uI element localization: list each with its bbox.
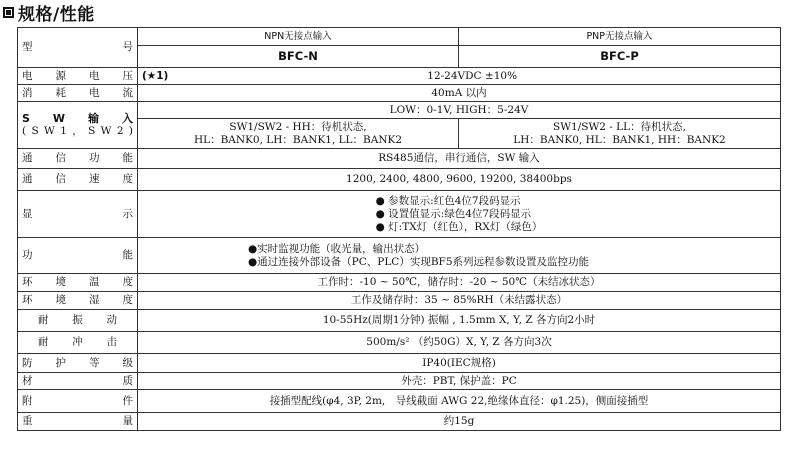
pnp-sw-cell — [459, 119, 781, 149]
label-char: ) — [128, 125, 133, 137]
row-label-ambient-temp — [18, 274, 138, 292]
row-label-power — [18, 68, 138, 85]
label-char: 境 — [55, 276, 66, 288]
label-char: W — [52, 112, 66, 125]
label-spread — [22, 125, 133, 138]
label-char: 温 — [89, 276, 100, 288]
table-row — [18, 373, 781, 390]
label-char: 电 — [89, 69, 100, 82]
label-char: 环 — [22, 294, 33, 306]
label-char: 等 — [89, 356, 100, 369]
row-label-shock — [18, 332, 138, 354]
label-char: 功 — [22, 249, 33, 261]
label-spread — [22, 208, 133, 221]
label-char: 材 — [22, 374, 33, 387]
label-char: 湿 — [89, 294, 100, 306]
npn-model: BFC-N — [138, 46, 459, 68]
power-value-cell — [138, 68, 781, 85]
accessory-value: 接插型配线(φ4, 3P, 2m, 导线截面 AWG 22,绝缘体直径：φ1.25)，侧面接插型 — [138, 390, 781, 413]
row-label-material — [18, 373, 138, 390]
label-spread — [22, 294, 133, 307]
function-item: ●实时监视功能（收光量，输出状态） — [248, 242, 426, 255]
label-char: 量 — [122, 415, 133, 427]
label-spread — [22, 357, 133, 370]
label-spread — [22, 336, 133, 349]
table-row — [18, 292, 781, 310]
label-char: 件 — [122, 394, 133, 407]
label-spread — [22, 314, 133, 327]
vibration-value: 10-55Hz(周期1分钟) 振幅 , 1.5mm X, Y, Z 各方向2小时 — [138, 310, 781, 332]
label-char: 型 — [22, 41, 33, 53]
label-char: 环 — [22, 276, 33, 288]
material-value: 外壳：PBT, 保护盖：PC — [138, 373, 781, 390]
label-spread — [22, 395, 133, 408]
label-char: 输 — [88, 112, 100, 125]
label-char: 耐 — [38, 336, 49, 348]
row-label-display — [18, 191, 138, 238]
label-char: S — [22, 112, 30, 125]
label-char: 境 — [55, 294, 66, 306]
label-spread — [22, 375, 133, 388]
current-value: 40mA 以内 — [138, 85, 781, 102]
table-row — [18, 274, 781, 292]
label-char: 耐 — [38, 314, 49, 326]
label-spread — [22, 41, 133, 54]
label-char: 耗 — [55, 86, 66, 99]
row-label-current — [18, 85, 138, 102]
pnp-type-header: PNP无接点输入 — [459, 28, 781, 46]
label-char: 入 — [121, 112, 133, 125]
npn-sw-line1: SW1/SW2 - HH：待机状态, — [229, 120, 367, 133]
row-label-function — [18, 238, 138, 274]
row-label-model — [18, 28, 138, 68]
label-char: 电 — [22, 69, 33, 82]
table-row — [18, 238, 781, 274]
label-char: 附 — [22, 394, 33, 407]
power-value: 12-24VDC ±10% — [427, 69, 518, 82]
table-row — [18, 390, 781, 413]
label-char: 护 — [55, 356, 66, 369]
label-char: W — [44, 125, 55, 137]
label-char: ( — [22, 125, 27, 137]
display-item: ● 参数显示:红色4位7段码显示 — [375, 194, 521, 207]
label-char: W — [100, 125, 112, 137]
label-char: 重 — [22, 415, 33, 427]
table-row — [18, 169, 781, 191]
label-char: 振 — [72, 314, 83, 326]
table-row — [18, 413, 781, 431]
label-spread — [22, 276, 133, 289]
row-label-accessory — [18, 390, 138, 413]
label-char: 2 — [116, 125, 124, 137]
table-row — [18, 354, 781, 373]
table-row — [18, 191, 781, 238]
label-char: 质 — [122, 374, 133, 387]
label-spread — [22, 87, 133, 100]
ambient-temp-value: 工作时：-10 ~ 50℃，储存时：-20 ~ 50℃（未结冰状态） — [138, 274, 781, 292]
npn-sw-line2: HL：BANK0, LH：BANK1, LL：BANK2 — [193, 133, 403, 146]
spec-table — [17, 27, 781, 431]
label-spread — [22, 112, 133, 125]
table-row — [18, 332, 781, 354]
table-row — [18, 68, 781, 85]
table-row — [18, 85, 781, 102]
label-char: 击 — [106, 336, 117, 348]
section-title-text: 规格/性能 — [18, 4, 95, 25]
label-char: 显 — [22, 207, 33, 220]
row-label-comm-func — [18, 149, 138, 169]
display-item: ● 设置值显示:绿色4位7段码显示 — [375, 207, 532, 220]
ambient-humid-value: 工作及储存时：35 ~ 85%RH（未结露状态） — [138, 292, 781, 310]
row-label-sw-input — [18, 102, 138, 149]
pnp-sw-line1: SW1/SW2 - LL：待机状态, — [553, 120, 686, 133]
label-char: 通 — [22, 152, 33, 164]
note-marker: (★1) — [142, 69, 169, 82]
label-char: 流 — [122, 86, 133, 99]
row-label-protection — [18, 354, 138, 373]
label-char: 能 — [122, 249, 133, 261]
sw-level-value: LOW：0-1V, HIGH：5-24V — [138, 102, 781, 119]
npn-type-header: NPN无接点输入 — [138, 28, 459, 46]
label-char: 信 — [55, 152, 66, 164]
label-char: 源 — [55, 69, 66, 82]
label-spread — [22, 152, 133, 165]
npn-sw-cell — [138, 119, 459, 149]
label-char: 1 — [60, 125, 67, 137]
label-char: S — [31, 125, 39, 137]
row-label-vibration — [18, 310, 138, 332]
label-char: 压 — [122, 69, 133, 82]
pnp-model: BFC-P — [459, 46, 781, 68]
display-item: ● 灯:TX灯（红色），RX灯（绿色） — [375, 220, 543, 233]
label-char: 信 — [55, 173, 66, 185]
table-row — [18, 310, 781, 332]
label-char: 示 — [122, 207, 133, 220]
label-char: 冲 — [72, 336, 83, 348]
label-char: 度 — [122, 276, 133, 288]
shock-value: 500m/s² （约50G）X, Y, Z 各方向3次 — [138, 332, 781, 354]
row-label-ambient-humid — [18, 292, 138, 310]
protection-value: IP40(IEC规格) — [138, 354, 781, 373]
label-char: 动 — [106, 314, 117, 326]
weight-value: 约15g — [138, 413, 781, 431]
label-spread — [22, 415, 133, 428]
label-char: 能 — [122, 152, 133, 164]
label-char: 号 — [122, 41, 133, 53]
label-char: 级 — [122, 356, 133, 369]
comm-func-value: RS485通信，串行通信，SW 输入 — [138, 149, 781, 169]
row-label-comm-speed — [18, 169, 138, 191]
label-char: ， — [72, 125, 83, 137]
label-char: 防 — [22, 356, 33, 369]
label-char: 消 — [22, 86, 33, 99]
table-row — [18, 102, 781, 119]
square-bullet-icon — [3, 7, 14, 18]
table-row — [18, 149, 781, 169]
label-spread — [22, 70, 133, 83]
label-char: 通 — [22, 173, 33, 185]
label-char: 速 — [89, 173, 100, 185]
label-spread — [22, 173, 133, 186]
label-spread — [22, 249, 133, 262]
label-char: 电 — [89, 86, 100, 99]
label-char: 度 — [122, 173, 133, 185]
label-char: 功 — [89, 152, 100, 164]
comm-speed-value: 1200, 2400, 4800, 9600, 19200, 38400bps — [138, 169, 781, 191]
function-item: ●通过连接外部设备（PC、PLC）实现BF5系列远程参数设置及监控功能 — [248, 255, 590, 268]
pnp-sw-line2: LH：BANK0, HL：BANK1, HH：BANK2 — [513, 133, 726, 146]
display-value-cell — [138, 191, 781, 238]
label-char: S — [88, 125, 96, 137]
label-char: 度 — [122, 294, 133, 306]
section-title — [3, 1, 95, 23]
function-value-cell — [138, 238, 781, 274]
row-label-weight — [18, 413, 138, 431]
table-row — [18, 28, 781, 46]
